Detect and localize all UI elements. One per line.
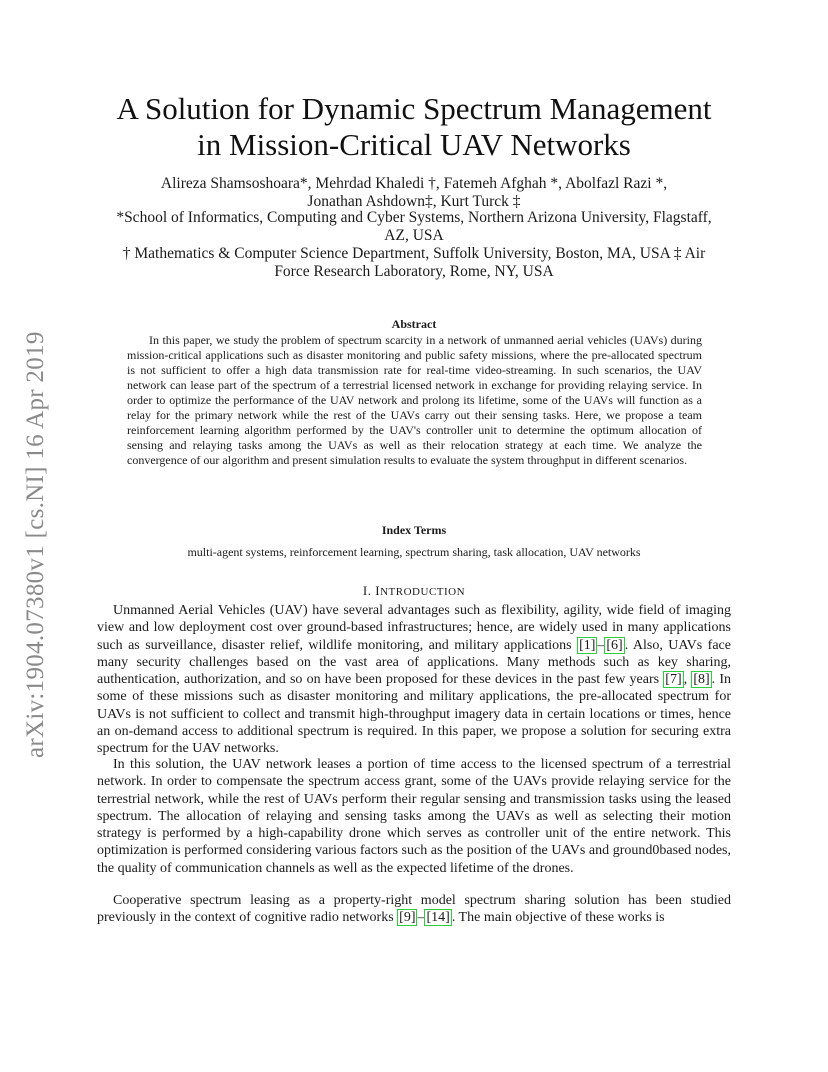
- affiliation-line-2: AZ, USA: [384, 227, 444, 244]
- citation-link[interactable]: [7]: [665, 672, 682, 688]
- section-number: I.: [362, 583, 376, 598]
- citation-link[interactable]: [1]: [579, 637, 596, 653]
- section-title-rest: NTRODUCTION: [380, 586, 466, 598]
- affiliations: [80, 209, 748, 281]
- intro-p1-text-d: ,: [683, 672, 692, 688]
- title-line-2: in Mission-Critical UAV Networks: [197, 127, 631, 162]
- intro-p1-text-a: Unmanned Aerial Vehicles (UAV) have several advantages such as flexibility, agility, wide field of imaging view and low deployment cost over ground-based infrastructures; hence, are widely used in many applications such as surveillance, disaster relief, wildlife monitoring, and military applications: [97, 603, 731, 653]
- abstract-heading: Abstract: [391, 317, 437, 331]
- intro-p3-text-b: –: [417, 910, 425, 926]
- section-title-cap: I: [375, 583, 381, 598]
- intro-paragraph-3: [97, 892, 731, 927]
- author-list: [80, 175, 748, 211]
- intro-p3-text-c: . The main objective of these works is: [451, 910, 665, 926]
- index-terms-text: multi-agent systems, reinforcement learning, spectrum sharing, task allocation, UAV networks: [187, 545, 641, 559]
- authors-line-2: Jonathan Ashdown‡, Kurt Turck ‡: [307, 193, 521, 210]
- citation-link[interactable]: [6]: [606, 637, 623, 653]
- citation-link[interactable]: [14]: [426, 910, 450, 926]
- intro-paragraph-1: [97, 602, 731, 758]
- affiliation-line-1: *School of Informatics, Computing and Cyber Systems, Northern Arizona University, Flagstaff,: [116, 209, 712, 226]
- title-line-1: A Solution for Dynamic Spectrum Management: [116, 91, 712, 126]
- citation-link[interactable]: [9]: [399, 910, 416, 926]
- abstract-text: In this paper, we study the problem of spectrum scarcity in a network of unmanned aerial vehicles (UAVs) during mission-critical applications such as disaster monitoring and public safety missions, where the pre-allocated spectrum is not sufficient to offer a high data transmission rate for real-time video-streaming. In such scenarios, the UAV network can lease part of the spectrum of a terrestrial licensed network in exchange for providing relaying service. In order to optimize the performance of the UAV network and prolong its lifetime, some of the UAVs will function as a relay for the primary network while the rest of the UAVs carry out their sensing tasks. Here, we propose a team reinforcement learning algorithm performed by the UAV's controller unit to determine the optimum allocation of sensing and relaying tasks among the UAVs as well as their relocation strategy at each time. We analyze the convergence of our algorithm and present simulation results to evaluate the system throughput in different scenarios.: [127, 333, 702, 467]
- intro-p1-text-b: –: [597, 637, 605, 653]
- section-heading-introduction: [0, 583, 828, 599]
- index-terms-heading: Index Terms: [381, 523, 447, 537]
- citation-link[interactable]: [8]: [693, 672, 710, 688]
- affiliation-line-4: Force Research Laboratory, Rome, NY, USA: [274, 263, 554, 280]
- intro-p3-text-a: Cooperative spectrum leasing as a property-right model spectrum sharing solution has been studied previously in the context of cognitive radio networks: [97, 893, 731, 926]
- affiliation-line-3: † Mathematics & Computer Science Department, Suffolk University, Boston, MA, USA ‡ Air: [122, 245, 706, 262]
- intro-p1-text-e: . In some of these missions such as disaster monitoring and military applications, the pre-allocated spectrum for UAVs is not sufficient to collect and transmit high-throughput imagery data in certain locations or times, hence an on-demand access to additional spectrum is required. In this paper, we propose a solution for securing extra spectrum for the UAV networks.: [97, 672, 731, 757]
- intro-paragraph-2: In this solution, the UAV network leases a portion of time access to the licensed spectrum of a terrestrial network. In order to compensate the spectrum access grant, some of the UAVs provide relaying service for the terrestrial network, while the rest of UAVs perform their regular sensing and transmission tasks using the leased spectrum. The allocation of relaying and sensing tasks among the UAVs as well as selecting their motion strategy is performed by a high-capability drone which serves as controller unit of the entire network. This optimization is performed considering various factors such as the position of the UAVs and ground0based nodes, the quality of communication channels as well as the expected lifetime of the drones.: [97, 757, 731, 876]
- arxiv-id-text: arXiv:1904.07380v1 [cs.NI] 16 Apr 2019: [22, 331, 49, 758]
- paper-title: [60, 91, 768, 163]
- authors-line-1: Alireza Shamsoshoara*, Mehrdad Khaledi †, Fatemeh Afghah *, Abolfazl Razi *,: [160, 175, 668, 192]
- intro-p1-text-c: . Also, UAVs face many security challenges based on the vast area of applications. Many methods such as key sharing, authentication, authorization, and so on have been proposed for these devices in the past few years: [97, 637, 731, 688]
